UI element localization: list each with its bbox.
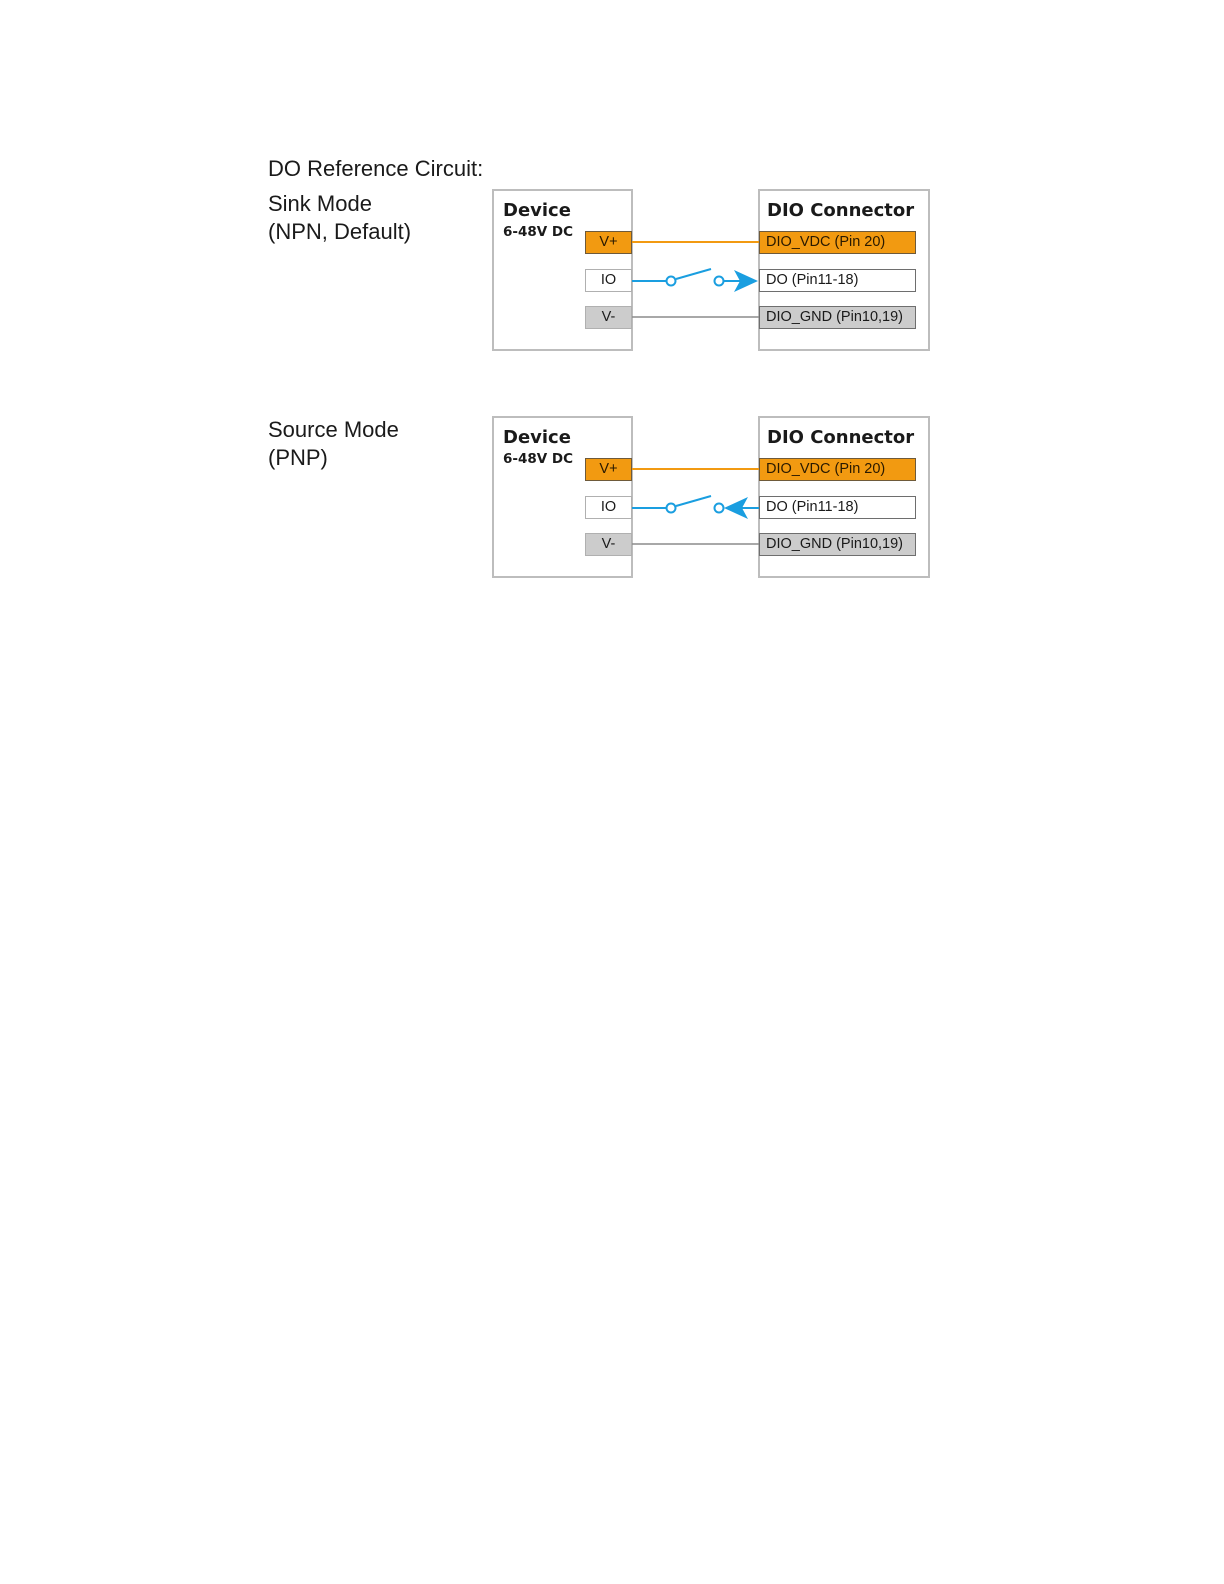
device-title: Device xyxy=(503,427,571,448)
connector-do-pin: DO (Pin11-18) xyxy=(759,269,916,292)
source-mode-circuit xyxy=(492,416,932,578)
sink-mode-title: Sink Mode xyxy=(268,191,372,216)
switch-lever xyxy=(676,269,711,279)
device-title: Device xyxy=(503,200,571,221)
dio-connector-title: DIO Connector xyxy=(767,200,915,221)
source-mode-label xyxy=(268,416,399,472)
device-voltage-label: 6-48V DC xyxy=(503,451,574,467)
sink-mode-subtitle: (NPN, Default) xyxy=(268,219,412,244)
device-voltage-label: 6-48V DC xyxy=(503,224,574,240)
connector-gnd-pin: DIO_GND (Pin10,19) xyxy=(759,306,916,329)
device-vminus-pin: V- xyxy=(585,306,632,329)
sink-mode-label xyxy=(268,190,411,246)
connector-vdc-pin: DIO_VDC (Pin 20) xyxy=(759,458,916,481)
switch-signal-wire xyxy=(632,269,742,286)
connector-gnd-pin: DIO_GND (Pin10,19) xyxy=(759,533,916,556)
connector-vdc-pin: DIO_VDC (Pin 20) xyxy=(759,231,916,254)
dio-connector-title: DIO Connector xyxy=(767,427,915,448)
device-io-pin: IO xyxy=(585,269,632,292)
device-vminus-pin: V- xyxy=(585,533,632,556)
source-mode-title: Source Mode xyxy=(268,417,399,442)
device-io-pin: IO xyxy=(585,496,632,519)
device-vplus-pin: V+ xyxy=(585,458,632,481)
source-mode-subtitle: (PNP) xyxy=(268,445,328,470)
page-title: DO Reference Circuit: xyxy=(268,156,484,181)
connector-do-pin: DO (Pin11-18) xyxy=(759,496,916,519)
device-vplus-pin: V+ xyxy=(585,231,632,254)
switch-lever xyxy=(676,496,711,506)
sink-mode-circuit xyxy=(492,189,932,351)
